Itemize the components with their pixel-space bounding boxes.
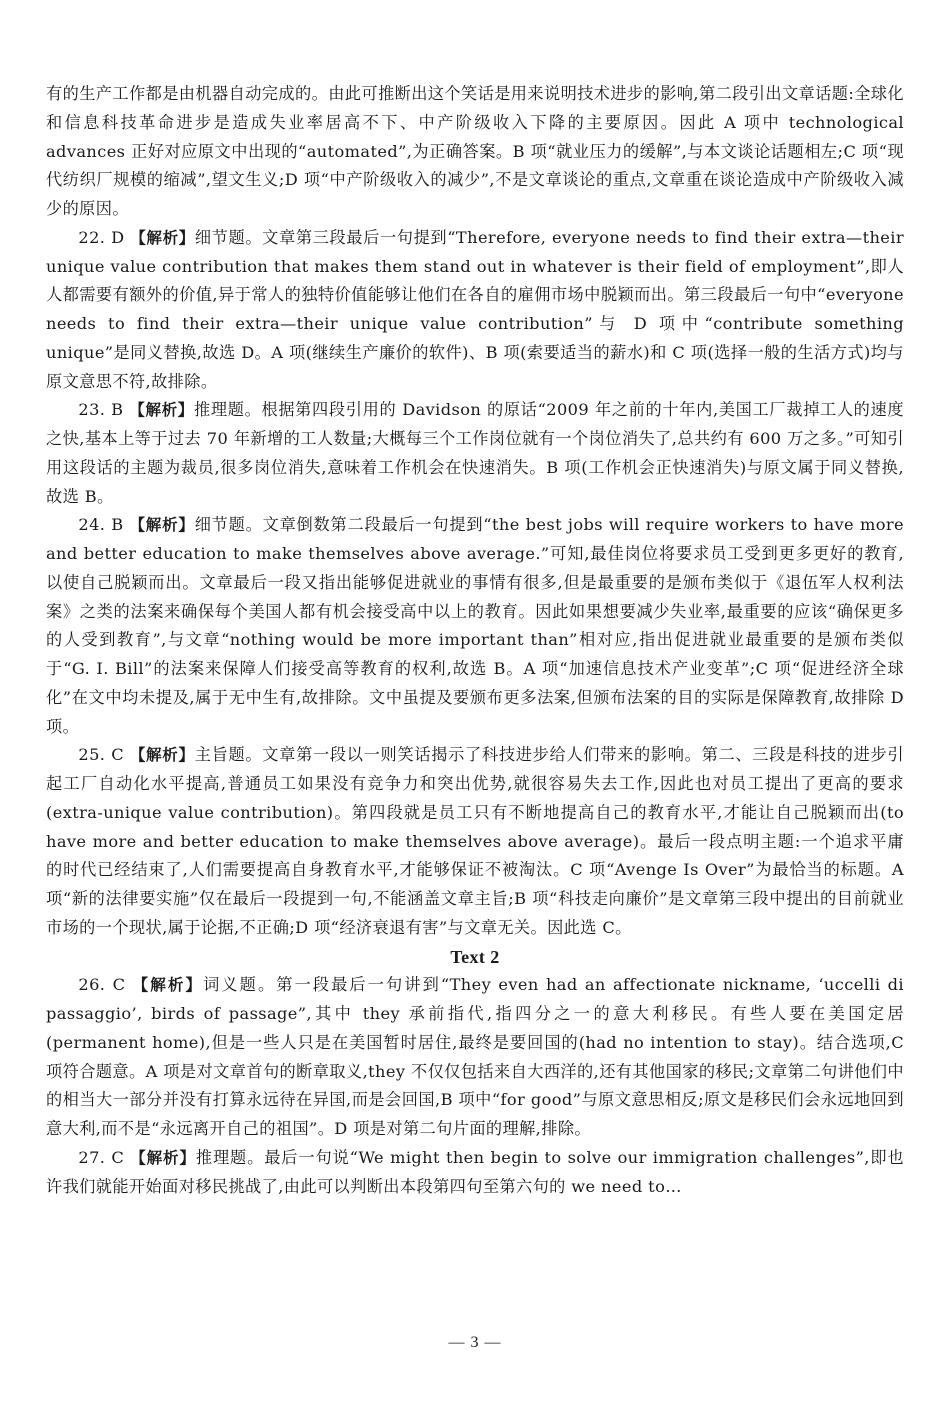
answer-22 — [46, 224, 904, 397]
section-title: Text 2 — [450, 946, 500, 967]
question-number: 22. D — [78, 227, 125, 247]
answer-23 — [46, 396, 904, 511]
analysis-text: 细节题。文章第三段最后一句提到“Therefore, everyone needs to find their extra—their unique value contribution that makes them stand out in whatever is their field of employment”,即人人都需要有额外的价值,异于常人的独特价值能够让他们在各自的雇佣市场中脱颖而出。第三段最后一句中“everyone needs to find their extra—their unique value contribution”与 D 项中“contribute something unique”是同义替换,故选 D。A 项(继续生产廉价的软件)、B 项(索要适当的薪水)和 C 项(选择一般的生活方式)均与原文意思不符,故排除。 — [46, 227, 904, 391]
analysis-text: 词义题。第一段最后一句讲到“They even had an affectionate nickname, ‘uccelli di passaggio’, birds of passage”,其中 they 承前指代,指四分之一的意大利移民。有些人要在美国定居(permanent home),但是一些人只是在美国暂时居住,最终是要回国的(had no intention to stay)。结合选项,C 项符合题意。A 项是对文章首句的断章取义,they 不仅仅包括来自大西洋的,还有其他国家的移民;文章第二句讲他们中的相当大一部分并没有打算永远待在异国,而是会回国,B 项中“for good”与原文意思相反;原文是移民们会永远地回到意大利,而不是“永远离开自己的祖国”。D 项是对第二句片面的理解,排除。 — [46, 975, 904, 1138]
intro-paragraph: 有的生产工作都是由机器自动完成的。由此可推断出这个笑话是用来说明技术进步的影响,第二段引出文章话题:全球化和信息科技革命进步是造成失业率居高不下、中产阶级收入下降的主要原因。因此 A 项中 technological advances 正好对应原文中出现的“automated”,为正确答案。B 项“就业压力的缓解”,与本文谈论话题相左;C 项“现代纺织厂规模的缩减”,望文生义;D 项“中产阶级收入的减少”,不是文章谈论的重点,文章重在谈论造成中产阶级收入减少的原因。 — [46, 84, 904, 218]
analysis-tag: 【解析】 — [130, 1148, 196, 1167]
analysis-text: 主旨题。文章第一段以一则笑话揭示了科技进步给人们带来的影响。第二、三段是科技的进步引起工厂自动化水平提高,普通员工如果没有竞争力和突出优势,就很容易失去工作,因此也对员工提出了更高的要求(extra-unique value contribution)。第四段就是员工只有不断地提高自己的教育水平,才能让自己脱颖而出(to have more and better education to make themselves above average)。最后一段点明主题:一个追求平庸的时代已经结束了,人们需要提高自身教育水平,才能够保证不被淘汰。C 项“Avenge Is Over”为最恰当的标题。A 项“新的法律要实施”仅在最后一段提到一句,不能涵盖文章主旨;B 项“科技走向廉价”是文章第三段中提出的目前就业市场的一个现状,属于论据,不正确;D 项“经济衰退有害”与文章无关。因此选 C。 — [46, 745, 905, 937]
question-number: 25. C — [78, 745, 124, 765]
analysis-tag: 【解析】 — [129, 516, 195, 535]
analysis-tag: 【解析】 — [132, 976, 204, 995]
analysis-tag: 【解析】 — [130, 228, 195, 247]
question-number: 26. C — [78, 975, 126, 995]
answer-25 — [46, 741, 904, 942]
question-number: 24. B — [78, 515, 124, 535]
analysis-tag: 【解析】 — [129, 401, 194, 420]
question-number: 27. C — [78, 1147, 125, 1167]
analysis-text: 推理题。根据第四段引用的 Davidson 的原话“2009 年之前的十年内,美国工厂裁掉工人的速度之快,基本上等于过去 70 年新增的工人数量;大概每三个工作岗位就有一个岗位消失了,总共约有 600 万之多。”可知引用这段话的主题为裁员,很多岗位消失,意味着工作机会在快速消失。B 项(工作机会正快速消失)与原文属于同义替换,故选 B。 — [46, 400, 904, 506]
answer-27 — [46, 1144, 904, 1202]
answer-24 — [46, 511, 904, 741]
answer-26 — [46, 971, 904, 1144]
analysis-tag: 【解析】 — [129, 746, 195, 765]
analysis-text: 细节题。文章倒数第二段最后一句提到“the best jobs will require workers to have more and better education to make themselves above average.”可知,最佳岗位将要求员工受到更多更好的教育,以使自己脱颖而出。文章最后一段又指出能够促进就业的事情有很多,但是最重要的是颁布类似于《退伍军人权利法案》之类的法案来确保每个美国人都有机会接受高中以上的教育。因此如果想要减少失业率,最重要的应该“确保更多的人受到教育”,与文章“nothing would be more important than”相对应,指出促进就业最重要的是颁布类似于“G. I. Bill”的法案来保障人们接受高等教育的权利,故选 B。A 项“加速信息技术产业变革”;C 项“促进经济全球化”在文中均未提及,属于无中生有,故排除。文中虽提及要颁布更多法案,但颁布法案的目的实际是保障教育,故排除 D 项。 — [46, 515, 904, 736]
document-body — [46, 80, 904, 1201]
page-number: — 3 — — [448, 1334, 502, 1351]
analysis-text: 推理题。最后一句说“We might then begin to solve our immigration challenges”,即也许我们就能开始面对移民挑战了,由此可以判断出本段第四句至第六句的 we need to… — [46, 1147, 905, 1196]
question-number: 23. B — [78, 400, 124, 420]
